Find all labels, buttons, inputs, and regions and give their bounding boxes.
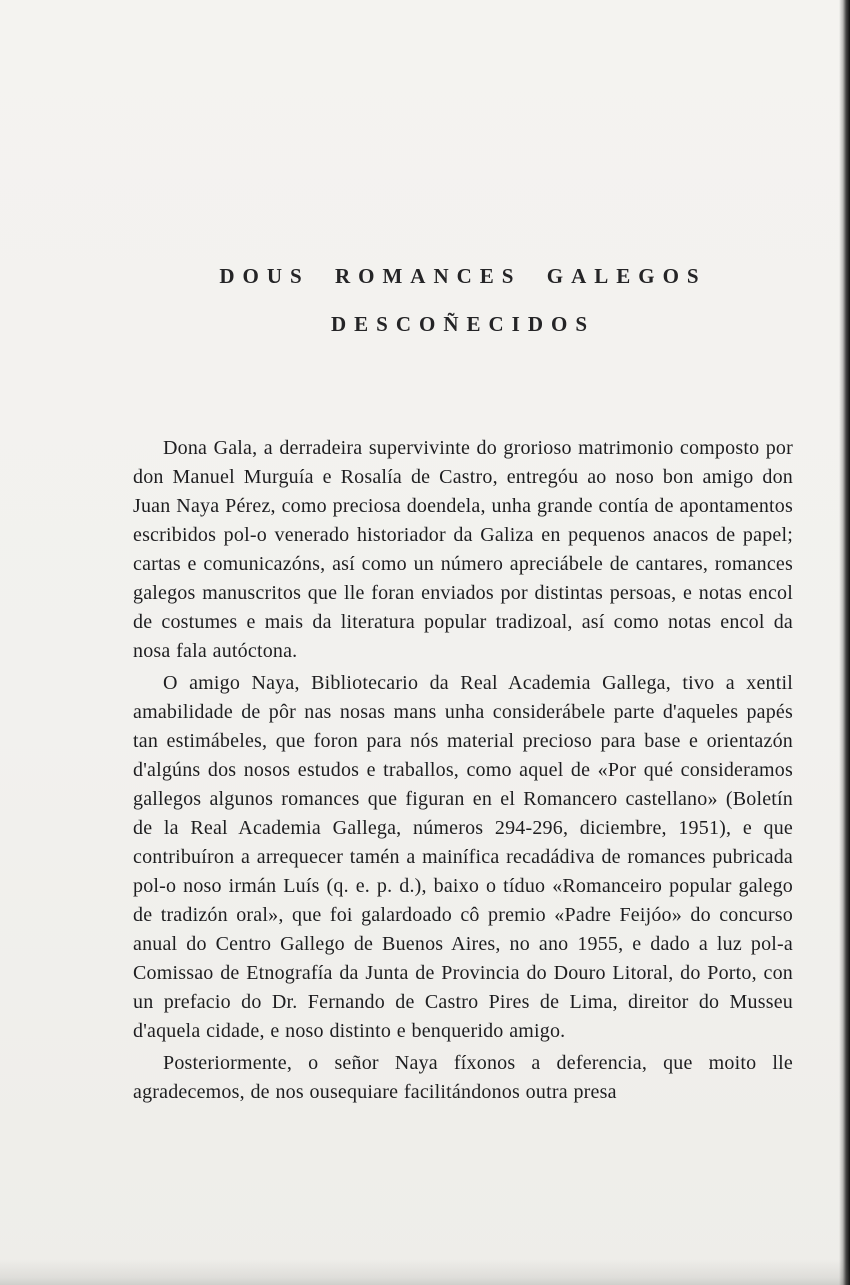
paragraph-1: Dona Gala, a derradeira supervivinte do grorioso matrimonio composto por don Manuel Murguía e Rosalía de Castro, entregóu ao noso bon amigo don Juan Naya Pérez, como preciosa doendela, unha grande contía de apontamentos escribidos pol-o venerado historiador da Galiza en pequenos anacos de papel; cartas e comunicazóns, así como un número apreciábele de cantares, romances galegos manuscritos que lle foran enviados por distintas persoas, e notas encol de costumes e mais da literatura popular tradizoal, así como notas encol da nosa fala autóctona. — [133, 437, 793, 662]
page-content — [133, 252, 793, 1107]
scan-artifact-bottom-shadow — [0, 1259, 850, 1285]
page-title-line-2: DESCOÑECIDOS — [330, 312, 596, 336]
scan-artifact-right-edge — [839, 0, 850, 1285]
paragraph-3: Posteriormente, o señor Naya fíxonos a deferencia, que moito lle agradecemos, de nos ousequiare facilitándonos outra presa — [133, 1052, 793, 1103]
paragraph-2: O amigo Naya, Bibliotecario da Real Academia Gallega, tivo a xentil amabilidade de pôr nas nosas mans unha considerábele parte d'aqueles papés tan estimábeles, que foron para nós material precioso para base e orientazón d'algúns dos nosos estudos e traballos, como aquel de «Por qué consideramos gallegos algunos romances que figuran en el Romancero castellano» (Boletín de la Real Academia Gallega, números 294-296, diciembre, 1951), e que contribuíron a arrequecer tamén a mainífica recadádiva de romances pubricada pol-o noso irmán Luís (q. e. p. d.), baixo o tíduo «Romanceiro popular galego de tradizón oral», que foi galardoado cô premio «Padre Feijóo» do concurso anual do Centro Gallego de Buenos Aires, no ano 1955, e dado a luz pol-a Comissao de Etnografía da Junta de Provincia do Douro Litoral, do Porto, con un prefacio do Dr. Fernando de Castro Pires de Lima, direitor do Musseu d'aquela cidade, e noso distinto e benquerido amigo. — [133, 672, 793, 1042]
page-title — [133, 252, 793, 348]
page-title-line-1: DOUS ROMANCES GALEGOS — [219, 264, 707, 288]
